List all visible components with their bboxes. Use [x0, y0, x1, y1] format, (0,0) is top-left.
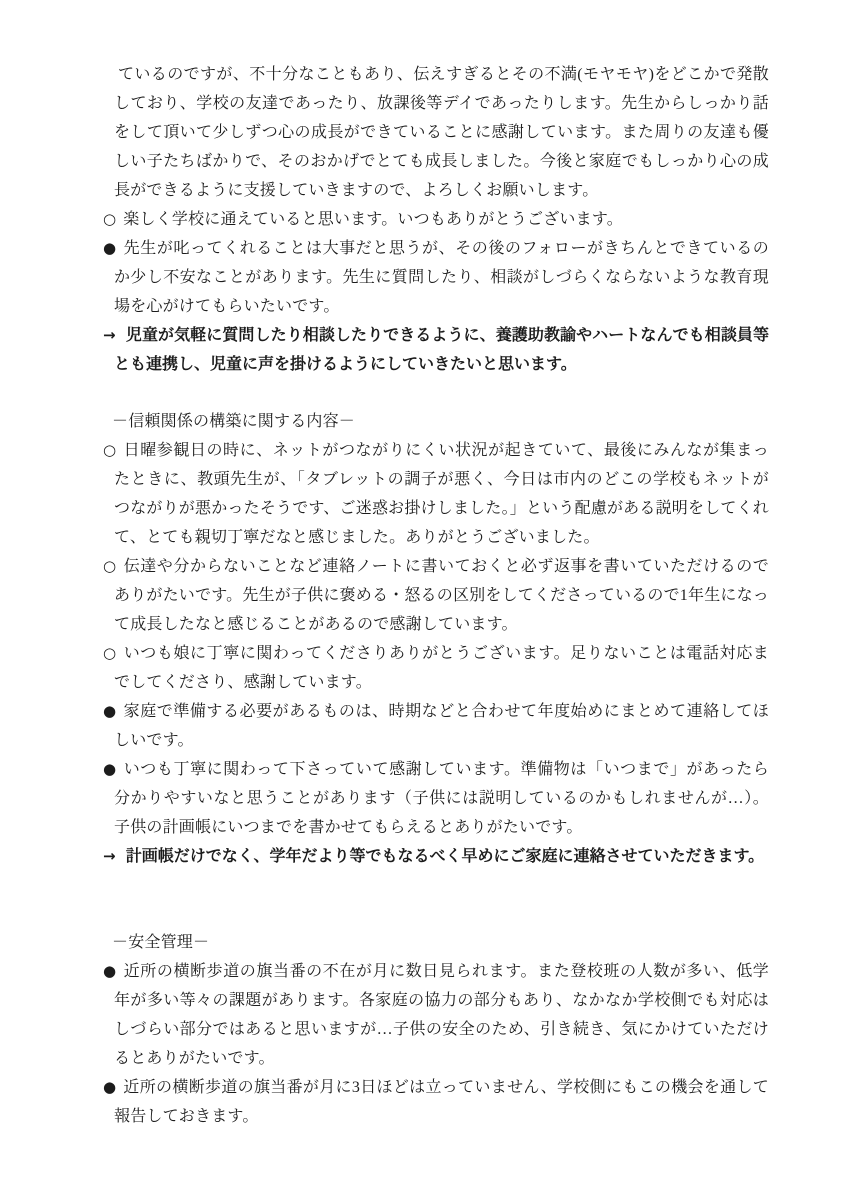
filled-circle-bullet-icon: ● — [103, 760, 117, 778]
section-heading-safety: －安全管理－ — [112, 934, 210, 951]
arrow-response-icon: → — [103, 847, 116, 865]
feedback-item — [103, 552, 769, 639]
response-text: 児童が気軽に質問したり相談したりできるように、養護助教諭やハートなんでも相談員等とも連携し、児童に声を掛けるようにしていきたいと思います。 — [114, 327, 769, 373]
feedback-item — [103, 697, 769, 755]
arrow-response-icon: → — [103, 326, 116, 344]
response-text: 計画帳だけでなく、学年だより等でもなるべく早めにご家庭に連絡させていただきます。 — [125, 848, 765, 865]
feedback-text: 日曜参観日の時に、ネットがつながりにくい状況が起きていて、最後にみんなが集まったときに、教頭先生が、「タブレットの調子が悪く、今日は市内のどこの学校もネットがつながりが悪かったそうです、ご迷惑お掛けしました。」という配慮がある説明をしてくれて、とても親切丁寧だなと感じました。ありがとうございました。 — [114, 442, 769, 546]
feedback-item — [103, 234, 769, 321]
feedback-text: 伝達や分からないことなど連絡ノートに書いておくと必ず返事を書いていただけるのでありがたいです。先生が子供に褒める・怒るの区別をしてくださっているので1年生になって成長したなと感じることがあるので感謝しています。 — [114, 558, 769, 633]
filled-circle-bullet-icon: ● — [103, 702, 117, 720]
open-circle-bullet-icon: ○ — [103, 441, 117, 459]
filled-circle-bullet-icon: ● — [103, 962, 117, 980]
school-response-item — [103, 321, 769, 379]
feedback-text: 家庭で準備する必要があるものは、時期などと合わせて年度始めにまとめて連絡してほしいです。 — [114, 703, 769, 749]
school-response-item — [103, 842, 769, 871]
feedback-text: いつも丁寧に関わって下さっていて感謝しています。準備物は「いつまで」があったら分かりやすいなと思うことがあります（子供には説明しているのかもしれませんが…）。子供の計画帳にいつまでを書かせてもらえるとありがたいです。 — [114, 761, 769, 836]
open-circle-bullet-icon: ○ — [103, 210, 117, 228]
feedback-text: 近所の横断歩道の旗当番の不在が月に数日見られます。また登校班の人数が多い、低学年が多い等々の課題があります。各家庭の協力の部分もあり、なかなか学校側でも対応はしづらい部分ではあると思いますが…子供の安全のため、引き続き、気にかけていただけるとありがたいです。 — [114, 963, 769, 1067]
open-circle-bullet-icon: ○ — [103, 557, 117, 575]
feedback-text: 楽しく学校に通えていると思います。いつもありがとうございます。 — [123, 211, 623, 228]
feedback-item — [103, 1073, 769, 1131]
filled-circle-bullet-icon: ● — [103, 1078, 117, 1096]
feedback-item — [103, 957, 769, 1073]
intro-continuation-paragraph: ているのですが、不十分なこともあり、伝えすぎるとその不満(モヤモヤ)をどこかで発散しており、学校の友達であったり、放課後等デイであったりします。先生からしっかり話をして頂いて少しずつ心の成長ができていることに感謝しています。また周りの友達も優しい子たちばかりで、そのおかげでとても成長しました。今後と家庭でもしっかり心の成長ができるように支援していきますので、よろしくお願いします。 — [114, 66, 769, 199]
feedback-text: いつも娘に丁寧に関わってくださりありがとうございます。足りないことは電話対応までしてくださり、感謝しています。 — [114, 645, 769, 691]
feedback-item — [103, 639, 769, 697]
feedback-text: 先生が叱ってくれることは大事だと思うが、その後のフォローがきちんとできているのか少し不安なことがあります。先生に質問したり、相談がしづらくならないような教育現場を心がけてもらいたいです。 — [114, 240, 769, 315]
filled-circle-bullet-icon: ● — [103, 239, 117, 257]
section-heading-trust: －信頼関係の構築に関する内容－ — [112, 413, 356, 430]
open-circle-bullet-icon: ○ — [103, 644, 117, 662]
feedback-item — [103, 436, 769, 552]
feedback-item — [103, 205, 769, 234]
feedback-item — [103, 755, 769, 842]
feedback-text: 近所の横断歩道の旗当番が月に3日ほどは立っていません、学校側にもこの機会を通して報告しておきます。 — [114, 1079, 769, 1125]
